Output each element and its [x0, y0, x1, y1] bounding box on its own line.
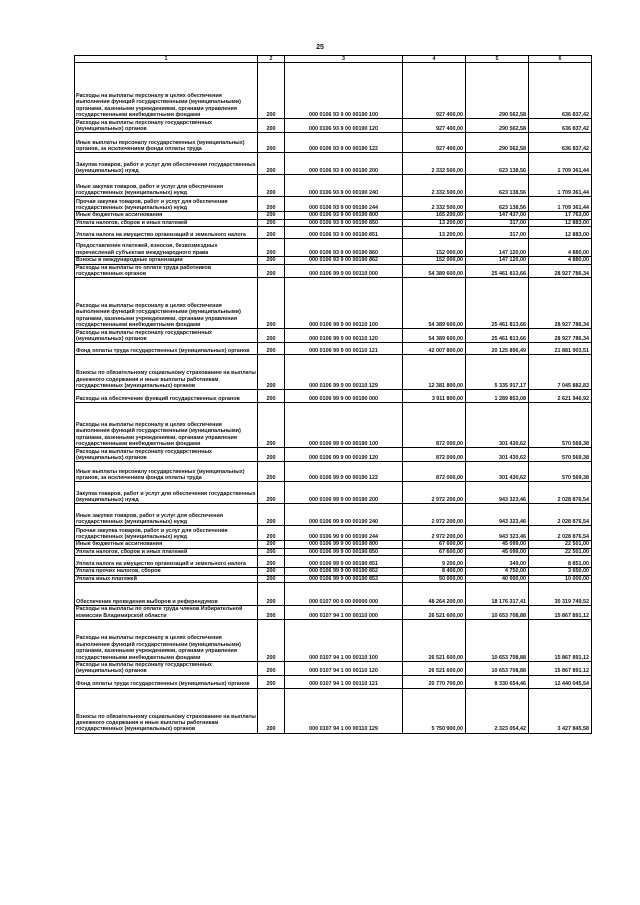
- cell-kbk: 000 0106 99 9 00 00190 244: [285, 526, 403, 541]
- cell-name: Иные бюджетные ассигнования: [75, 541, 258, 548]
- cell-name: Расходы на выплаты персоналу в целях обеспечения выполнения функций государственными (муниципальными) органами, казенными учреждениями, органами управления государственными внебюджетными фондами: [75, 278, 258, 329]
- cell-kbk: 000 0106 99 9 00 00110 120: [285, 329, 403, 343]
- cell-code: 200: [258, 675, 285, 688]
- cell-kbk: 000 0106 93 9 00 00190 862: [285, 257, 403, 264]
- cell-rest: 570 569,38: [529, 448, 592, 462]
- cell-code: 200: [258, 197, 285, 212]
- cell-code: 200: [258, 257, 285, 264]
- cell-name: Прочая закупка товаров, работ и услуг для обеспечения государственных (муниципальных) нужд: [75, 526, 258, 541]
- cell-plan: 67 600,00: [403, 548, 466, 555]
- cell-fact: 349,00: [466, 556, 529, 568]
- budget-table: [74, 55, 592, 734]
- cell-plan: 20 770 700,00: [403, 675, 466, 688]
- table-row: [75, 583, 592, 606]
- cell-fact: 25 461 813,66: [466, 329, 529, 343]
- table-row: [75, 462, 592, 482]
- cell-code: 200: [258, 606, 285, 620]
- cell-code: 200: [258, 63, 285, 119]
- cell-plan: 5 750 900,00: [403, 688, 466, 733]
- cell-fact: 25 461 813,66: [466, 264, 529, 278]
- cell-rest: 570 569,38: [529, 462, 592, 482]
- cell-kbk: 000 0106 93 9 00 00190 240: [285, 175, 403, 197]
- cell-code: 200: [258, 504, 285, 526]
- cell-rest: 2 028 876,54: [529, 526, 592, 541]
- cell-code: 200: [258, 227, 285, 239]
- table-row: [75, 688, 592, 733]
- cell-plan: 927 400,00: [403, 119, 466, 133]
- cell-rest: 2 028 876,54: [529, 482, 592, 504]
- cell-fact: 25 461 813,66: [466, 278, 529, 329]
- cell-fact: 943 323,46: [466, 504, 529, 526]
- cell-fact: 290 562,58: [466, 119, 529, 133]
- table-row: [75, 662, 592, 676]
- table-row: [75, 620, 592, 662]
- cell-fact: 8 330 654,46: [466, 675, 529, 688]
- cell-kbk: 000 0106 99 9 00 00190 000: [285, 390, 403, 403]
- cell-kbk: 000 0106 93 9 00 00190 860: [285, 239, 403, 257]
- cell-fact: 147 120,00: [466, 239, 529, 257]
- cell-name: Расходы на выплаты персоналу государственных (муниципальных) органов: [75, 448, 258, 462]
- header-cell: 6: [529, 56, 592, 63]
- cell-name: Уплата налогов, сборов и иных платежей: [75, 548, 258, 555]
- table-row: [75, 329, 592, 343]
- cell-code: 200: [258, 403, 285, 448]
- cell-name: Расходы на выплаты персоналу государственных (муниципальных) органов: [75, 329, 258, 343]
- table-row: [75, 606, 592, 620]
- cell-code: 200: [258, 212, 285, 219]
- cell-rest: 21 881 903,51: [529, 343, 592, 355]
- cell-plan: 54 389 600,00: [403, 329, 466, 343]
- table-row: [75, 675, 592, 688]
- cell-fact: 943 323,46: [466, 482, 529, 504]
- cell-plan: 8 400,00: [403, 568, 466, 575]
- cell-kbk: 000 0106 93 9 00 00190 850: [285, 219, 403, 226]
- table-row: [75, 548, 592, 555]
- cell-name: Иные выплаты персоналу государственных (муниципальных) органов, за исключением фонда оплаты труда: [75, 133, 258, 153]
- cell-plan: 872 000,00: [403, 448, 466, 462]
- table-row: [75, 575, 592, 582]
- cell-plan: 2 332 500,00: [403, 175, 466, 197]
- cell-fact: 147 437,00: [466, 212, 529, 219]
- header-cell: 1: [75, 56, 258, 63]
- table-row: [75, 197, 592, 212]
- cell-fact: 290 562,58: [466, 63, 529, 119]
- cell-plan: 9 200,00: [403, 556, 466, 568]
- cell-plan: 48 264 200,00: [403, 583, 466, 606]
- cell-plan: 54 389 600,00: [403, 278, 466, 329]
- cell-plan: 13 200,00: [403, 227, 466, 239]
- cell-plan: 26 521 600,00: [403, 606, 466, 620]
- cell-name: Закупка товаров, работ и услуг для обеспечения государственных (муниципальных) нужд: [75, 482, 258, 504]
- table-row: [75, 227, 592, 239]
- cell-name: Иные бюджетные ассигнования: [75, 212, 258, 219]
- cell-rest: 1 709 361,44: [529, 153, 592, 175]
- cell-code: 200: [258, 583, 285, 606]
- cell-name: Обеспечение проведения выборов и референдумов: [75, 583, 258, 606]
- cell-rest: 3 650,00: [529, 568, 592, 575]
- table-row: [75, 239, 592, 257]
- header-cell: 2: [258, 56, 285, 63]
- cell-code: 200: [258, 575, 285, 582]
- cell-plan: 67 600,00: [403, 541, 466, 548]
- cell-kbk: 000 0106 93 9 00 00190 122: [285, 133, 403, 153]
- table-row: [75, 175, 592, 197]
- cell-name: Расходы на выплаты персоналу в целях обеспечения выполнения функций государственными (муниципальными) органами, казенными учреждениями, органами управления государственными внебюджетными фондами: [75, 403, 258, 448]
- cell-kbk: 000 0107 00 0 00 00000 000: [285, 583, 403, 606]
- cell-kbk: 000 0106 99 9 00 00190 200: [285, 482, 403, 504]
- cell-kbk: 000 0107 94 1 00 00110 129: [285, 688, 403, 733]
- cell-fact: 623 138,56: [466, 197, 529, 212]
- cell-name: Расходы на обеспечение функций государственных органов: [75, 390, 258, 403]
- cell-kbk: 000 0106 99 9 00 00110 100: [285, 278, 403, 329]
- cell-code: 200: [258, 556, 285, 568]
- cell-code: 200: [258, 278, 285, 329]
- cell-name: Уплата прочих налогов, сборов: [75, 568, 258, 575]
- cell-code: 200: [258, 662, 285, 676]
- cell-kbk: 000 0106 93 9 00 00190 851: [285, 227, 403, 239]
- table-row: [75, 119, 592, 133]
- table-row: [75, 482, 592, 504]
- cell-name: Иные закупки товаров, работ и услуг для обеспечения государственных (муниципальных) нужд: [75, 504, 258, 526]
- cell-kbk: 000 0106 93 9 00 00190 100: [285, 63, 403, 119]
- cell-rest: 3 427 845,58: [529, 688, 592, 733]
- cell-kbk: 000 0106 99 9 00 00190 850: [285, 548, 403, 555]
- cell-rest: 2 028 876,54: [529, 504, 592, 526]
- cell-rest: 636 837,42: [529, 63, 592, 119]
- cell-plan: 3 911 800,00: [403, 390, 466, 403]
- cell-name: Расходы на выплаты персоналу государственных (муниципальных) органов: [75, 662, 258, 676]
- cell-kbk: 000 0106 99 9 00 00110 000: [285, 264, 403, 278]
- cell-name: Прочая закупка товаров, работ и услуг для обеспечения государственных (муниципальных) нужд: [75, 197, 258, 212]
- table-row: [75, 278, 592, 329]
- cell-fact: 20 125 896,49: [466, 343, 529, 355]
- table-row: [75, 219, 592, 226]
- table-row: [75, 526, 592, 541]
- cell-rest: 10 000,00: [529, 575, 592, 582]
- cell-name: Расходы на выплаты персоналу в целях обеспечения выполнения функций государственными (муниципальными) органами, казенными учреждениями, органами управления государственными внебюджетными фондами: [75, 63, 258, 119]
- cell-plan: 872 000,00: [403, 403, 466, 448]
- table-row: [75, 568, 592, 575]
- cell-kbk: 000 0106 99 9 00 00190 100: [285, 403, 403, 448]
- cell-kbk: 000 0106 99 9 00 00190 240: [285, 504, 403, 526]
- cell-code: 200: [258, 568, 285, 575]
- cell-plan: 152 000,00: [403, 257, 466, 264]
- cell-fact: 18 176 317,41: [466, 583, 529, 606]
- cell-kbk: 000 0107 94 1 00 00110 100: [285, 620, 403, 662]
- cell-rest: 4 880,00: [529, 239, 592, 257]
- cell-fact: 45 099,00: [466, 548, 529, 555]
- header-cell: 5: [466, 56, 529, 63]
- table-row: [75, 355, 592, 390]
- cell-rest: 12 883,00: [529, 227, 592, 239]
- cell-fact: 5 335 917,17: [466, 355, 529, 390]
- table-body: [75, 56, 592, 734]
- cell-plan: 2 332 500,00: [403, 153, 466, 175]
- cell-fact: 317,00: [466, 219, 529, 226]
- table-row: [75, 257, 592, 264]
- cell-code: 200: [258, 526, 285, 541]
- cell-code: 200: [258, 448, 285, 462]
- cell-kbk: 000 0106 99 9 00 00110 121: [285, 343, 403, 355]
- header-row: [75, 56, 592, 63]
- cell-name: Предоставление платежей, взносов, безвозмездных перечислений субъектам международного права: [75, 239, 258, 257]
- cell-name: Взносы по обязательному социальному страхованию на выплаты денежного содержания и иные выплаты работникам государственных (муниципальных) органов: [75, 355, 258, 390]
- cell-rest: 28 927 786,34: [529, 278, 592, 329]
- cell-name: Взносы по обязательному социальному страхованию на выплаты денежного содержания и иные выплаты работникам государственных (муниципальных) органов: [75, 688, 258, 733]
- cell-fact: 317,00: [466, 227, 529, 239]
- table-row: [75, 556, 592, 568]
- cell-plan: 2 972 200,00: [403, 526, 466, 541]
- cell-name: Взносы в международные организации: [75, 257, 258, 264]
- cell-plan: 42 007 800,00: [403, 343, 466, 355]
- cell-rest: 12 440 045,54: [529, 675, 592, 688]
- cell-name: Фонд оплаты труда государственных (муниципальных) органов: [75, 343, 258, 355]
- cell-plan: 26 521 600,00: [403, 620, 466, 662]
- cell-kbk: 000 0106 93 9 00 00190 120: [285, 119, 403, 133]
- cell-code: 200: [258, 541, 285, 548]
- header-cell: 3: [285, 56, 403, 63]
- cell-rest: 15 867 891,12: [529, 620, 592, 662]
- cell-rest: 636 837,42: [529, 119, 592, 133]
- table-row: [75, 153, 592, 175]
- cell-fact: 45 099,00: [466, 541, 529, 548]
- cell-code: 200: [258, 119, 285, 133]
- cell-fact: 623 138,56: [466, 153, 529, 175]
- table-row: [75, 63, 592, 119]
- cell-fact: 943 323,46: [466, 526, 529, 541]
- cell-rest: 22 501,00: [529, 548, 592, 555]
- cell-rest: 7 045 882,83: [529, 355, 592, 390]
- cell-rest: 636 837,42: [529, 133, 592, 153]
- cell-name: Расходы на выплаты по оплате труда работников государственных органов: [75, 264, 258, 278]
- cell-kbk: 000 0107 94 1 00 00110 000: [285, 606, 403, 620]
- cell-code: 200: [258, 688, 285, 733]
- cell-code: 200: [258, 219, 285, 226]
- table-row: [75, 343, 592, 355]
- cell-name: Иные закупки товаров, работ и услуг для обеспечения государственных (муниципальных) нужд: [75, 175, 258, 197]
- cell-name: Фонд оплаты труда государственных (муниципальных) органов: [75, 675, 258, 688]
- cell-fact: 1 289 853,08: [466, 390, 529, 403]
- cell-name: Уплата налога на имущество организаций и земельного налога: [75, 227, 258, 239]
- page-number: 25: [316, 44, 324, 51]
- cell-rest: 1 709 361,44: [529, 175, 592, 197]
- cell-plan: 50 000,00: [403, 575, 466, 582]
- cell-rest: 28 927 786,34: [529, 329, 592, 343]
- table-row: [75, 264, 592, 278]
- table-row: [75, 448, 592, 462]
- cell-fact: 301 430,62: [466, 403, 529, 448]
- cell-kbk: 000 0106 99 9 00 00190 852: [285, 568, 403, 575]
- cell-rest: 17 763,00: [529, 212, 592, 219]
- cell-kbk: 000 0106 93 9 00 00190 200: [285, 153, 403, 175]
- cell-name: Закупка товаров, работ и услуг для обеспечения государственных (муниципальных) нужд: [75, 153, 258, 175]
- cell-code: 200: [258, 133, 285, 153]
- cell-name: Расходы на выплаты по оплате труда членов Избирательной комиссии Владимирской области: [75, 606, 258, 620]
- table-row: [75, 504, 592, 526]
- cell-fact: 623 138,56: [466, 175, 529, 197]
- cell-name: Расходы на выплаты персоналу государственных (муниципальных) органов: [75, 119, 258, 133]
- cell-fact: 4 750,00: [466, 568, 529, 575]
- cell-name: Уплата налогов, сборов и иных платежей: [75, 219, 258, 226]
- header-cell: 4: [403, 56, 466, 63]
- cell-kbk: 000 0106 93 9 00 00190 800: [285, 212, 403, 219]
- cell-fact: 290 562,58: [466, 133, 529, 153]
- cell-plan: 26 521 600,00: [403, 662, 466, 676]
- table-row: [75, 541, 592, 548]
- cell-code: 200: [258, 482, 285, 504]
- cell-rest: 30 319 749,52: [529, 583, 592, 606]
- cell-plan: 2 972 200,00: [403, 504, 466, 526]
- cell-plan: 927 400,00: [403, 63, 466, 119]
- cell-rest: 15 867 891,12: [529, 606, 592, 620]
- cell-rest: 22 501,00: [529, 541, 592, 548]
- cell-name: Иные выплаты персоналу государственных (муниципальных) органов, за исключением фонда оплаты труда: [75, 462, 258, 482]
- cell-plan: 54 389 600,00: [403, 264, 466, 278]
- cell-plan: 2 332 500,00: [403, 197, 466, 212]
- cell-code: 200: [258, 153, 285, 175]
- cell-rest: 570 569,38: [529, 403, 592, 448]
- cell-code: 200: [258, 343, 285, 355]
- cell-code: 200: [258, 329, 285, 343]
- cell-code: 200: [258, 462, 285, 482]
- cell-kbk: 000 0106 99 9 00 00190 800: [285, 541, 403, 548]
- cell-plan: 13 200,00: [403, 219, 466, 226]
- cell-plan: 152 000,00: [403, 239, 466, 257]
- cell-code: 200: [258, 175, 285, 197]
- cell-plan: 2 972 200,00: [403, 482, 466, 504]
- cell-kbk: 000 0107 94 1 00 00110 120: [285, 662, 403, 676]
- cell-code: 200: [258, 620, 285, 662]
- cell-code: 200: [258, 548, 285, 555]
- cell-fact: 2 323 054,42: [466, 688, 529, 733]
- table-row: [75, 403, 592, 448]
- cell-rest: 2 621 946,92: [529, 390, 592, 403]
- cell-name: Уплата иных платежей: [75, 575, 258, 582]
- cell-plan: 165 200,00: [403, 212, 466, 219]
- cell-fact: 301 430,62: [466, 462, 529, 482]
- cell-plan: 872 000,00: [403, 462, 466, 482]
- cell-fact: 147 120,00: [466, 257, 529, 264]
- cell-kbk: 000 0106 99 9 00 00190 120: [285, 448, 403, 462]
- cell-plan: 927 400,00: [403, 133, 466, 153]
- cell-rest: 15 867 891,12: [529, 662, 592, 676]
- cell-kbk: 000 0106 99 9 00 00190 122: [285, 462, 403, 482]
- cell-rest: 12 883,00: [529, 219, 592, 226]
- cell-plan: 12 381 800,00: [403, 355, 466, 390]
- cell-fact: 10 653 708,88: [466, 606, 529, 620]
- cell-kbk: 000 0106 93 9 00 00190 244: [285, 197, 403, 212]
- cell-name: Расходы на выплаты персоналу в целях обеспечения выполнения функций государственными (муниципальными) органами, казенными учреждениями, органами управления государственными внебюджетными фондами: [75, 620, 258, 662]
- cell-kbk: 000 0106 99 9 00 00190 853: [285, 575, 403, 582]
- cell-rest: 1 709 361,44: [529, 197, 592, 212]
- cell-kbk: 000 0107 94 1 00 00110 121: [285, 675, 403, 688]
- cell-code: 200: [258, 239, 285, 257]
- table-row: [75, 133, 592, 153]
- cell-code: 200: [258, 390, 285, 403]
- cell-name: Уплата налога на имущество организаций и земельного налога: [75, 556, 258, 568]
- cell-fact: 40 000,00: [466, 575, 529, 582]
- cell-rest: 8 851,00: [529, 556, 592, 568]
- cell-code: 200: [258, 264, 285, 278]
- cell-fact: 301 430,62: [466, 448, 529, 462]
- cell-fact: 10 653 708,88: [466, 662, 529, 676]
- cell-rest: 28 927 786,34: [529, 264, 592, 278]
- cell-fact: 10 653 708,88: [466, 620, 529, 662]
- table-row: [75, 390, 592, 403]
- cell-kbk: 000 0106 99 9 00 00190 851: [285, 556, 403, 568]
- cell-rest: 4 880,00: [529, 257, 592, 264]
- table-row: [75, 212, 592, 219]
- cell-code: 200: [258, 355, 285, 390]
- cell-kbk: 000 0106 99 9 00 00110 129: [285, 355, 403, 390]
